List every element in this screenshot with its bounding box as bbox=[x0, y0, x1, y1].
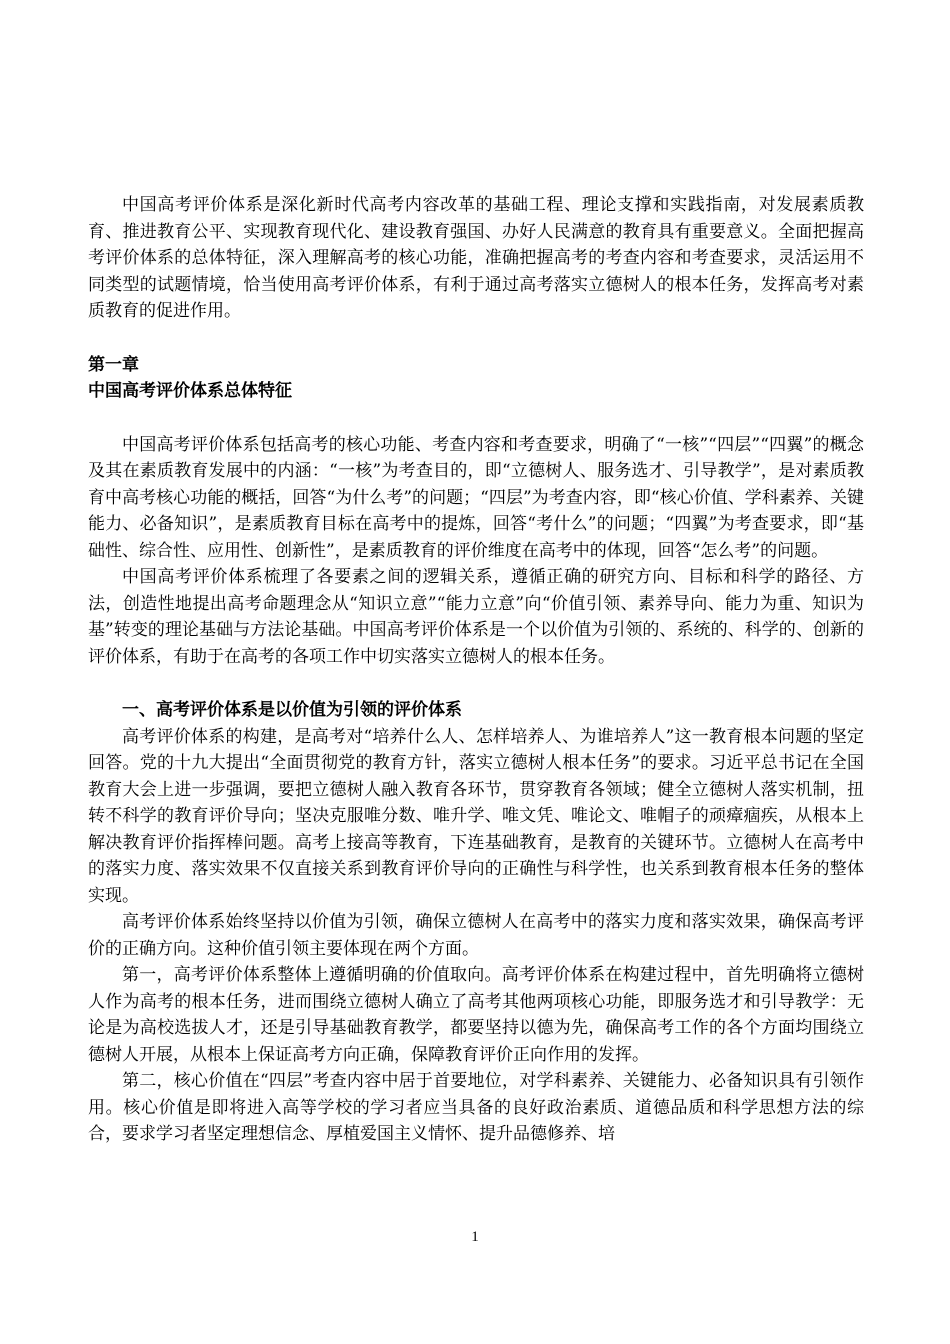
section-paragraph: 高考评价体系的构建，是高考对“培养什么人、怎样培养人、为谁培养人”这一教育根本问题的坚定回答。党的十九大提出“全面贯彻党的教育方针，落实立德树人根本任务”的要求。习近平总书记在全国教育大会上进一步强调，要把立德树人融入教育各环节，贯穿教育各领域；健全立德树人落实机制，扭转不科学的教育评价导向；坚决克服唯分数、唯升学、唯文凭、唯论文、唯帽子的顽瘴痼疾，从根本上解决教育评价指挥棒问题。高考上接高等教育，下连基础教育，是教育的关键环节。立德树人在高考中的落实力度、落实效果不仅直接关系到教育评价导向的正确性与科学性，也关系到教育根本任务的整体实现。 bbox=[88, 726, 864, 906]
section-paragraph: 高考评价体系始终坚持以价值为引领，确保立德树人在高考中的落实力度和落实效果，确保高考评价的正确方向。这种价值引领主要体现在两个方面。 bbox=[88, 912, 864, 959]
intro-paragraph: 中国高考评价体系是深化新时代高考内容改革的基础工程、理论支撑和实践指南，对发展素质教育、推进教育公平、实现教育现代化、建设教育强国、办好人民满意的教育具有重要意义。全面把握高考评价体系的总体特征，深入理解高考的核心功能，准确把握高考的考查内容和考查要求，灵活运用不同类型的试题情境，恰当使用高考评价体系，有利于通过高考落实立德树人的根本任务，发挥高考对素质教育的促进作用。 bbox=[88, 195, 864, 321]
section-paragraph: 第一，高考评价体系整体上遵循明确的价值取向。高考评价体系在构建过程中，首先明确将立德树人作为高考的根本任务，进而围绕立德树人确立了高考其他两项核心功能，即服务选才和引导教学：无论是为高校选拔人才，还是引导基础教育教学，都要坚持以德为先，确保高考工作的各个方面均围绕立德树人开展，从根本上保证高考方向正确，保障教育评价正向作用的发挥。 bbox=[88, 965, 864, 1065]
spacer bbox=[88, 405, 864, 432]
section-heading: 一、高考评价体系是以价值为引领的评价体系 bbox=[122, 700, 462, 720]
page-body bbox=[88, 192, 864, 1148]
chapter-number: 第一章 bbox=[88, 354, 139, 375]
section-paragraph: 第二，核心价值在“四层”考查内容中居于首要地位，对学科素养、关键能力、必备知识具有引领作用。核心价值是即将进入高等学校的学习者应当具备的良好政治素质、道德品质和科学思想方法的综合，要求学习者坚定理想信念、厚植爱国主义情怀、提升品德修养、培 bbox=[88, 1071, 864, 1144]
chapter-paragraph: 中国高考评价体系包括高考的核心功能、考查内容和考查要求，明确了“一核”“四层”“四翼”的概念及其在素质教育发展中的内涵：“一核”为考查目的，即“立德树人、服务选才、引导教学”，是对素质教育中高考核心功能的概括，回答“为什么考”的问题；“四层”为考查内容，即“核心价值、学科素养、关键能力、必备知识”，是素质教育目标在高考中的提炼，回答“考什么”的问题；“四翼”为考查要求，即“基础性、综合性、应用性、创新性”，是素质教育的评价维度在高考中的体现，回答“怎么考”的问题。 bbox=[88, 434, 864, 561]
chapter-title: 中国高考评价体系总体特征 bbox=[88, 381, 292, 401]
page-number: 1 bbox=[471, 1229, 479, 1245]
chapter-paragraph: 中国高考评价体系梳理了各要素之间的逻辑关系，遵循正确的研究方向、目标和科学的路径、方法，创造性地提出高考命题理念从“知识立意”“能力立意”向“价值引领、素养导向、能力为重、知识为基”转变的理论基础与方法论基础。中国高考评价体系是一个以价值为引领的、系统的、科学的、创新的评价体系，有助于在高考的各项工作中切实落实立德树人的根本任务。 bbox=[88, 567, 864, 667]
